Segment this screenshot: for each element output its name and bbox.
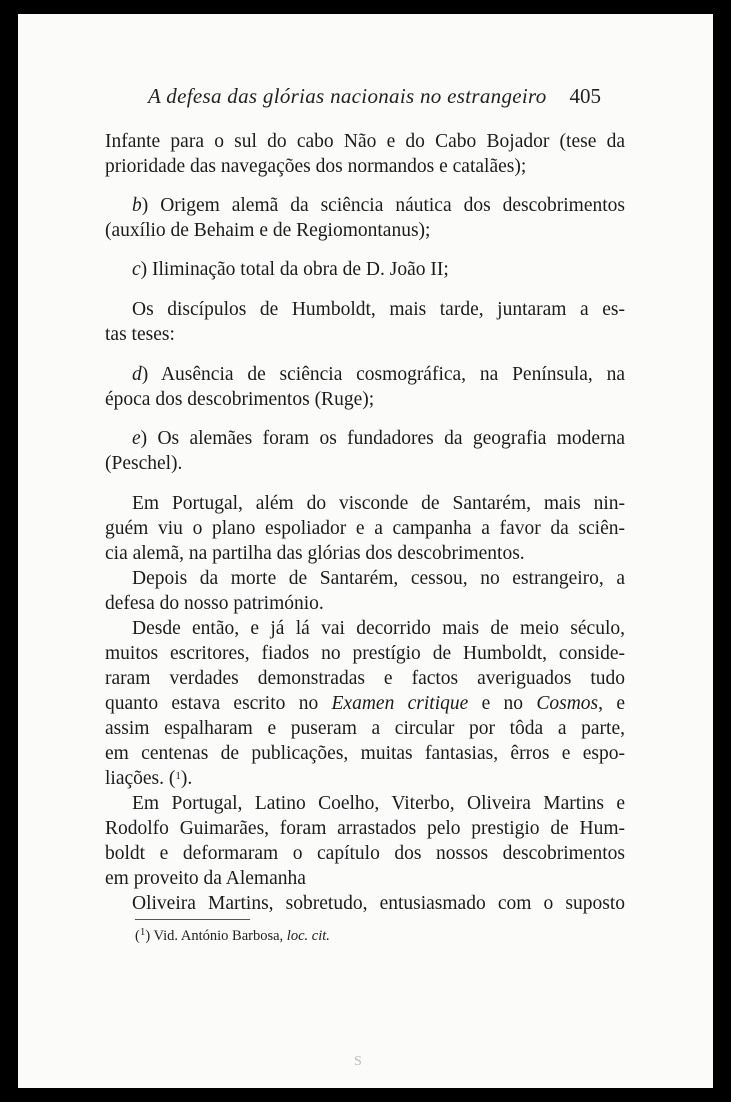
text-line: e) Os alemães foram os fundadores da geografia moderna	[132, 428, 625, 449]
text-line: em proveito da Alemanha	[105, 868, 306, 889]
text-line: Depois da morte de Santarém, cessou, no estrangeiro, a	[132, 568, 625, 589]
text-line: época dos descobrimentos (Ruge);	[105, 389, 375, 410]
running-header	[18, 84, 713, 114]
text-line: b) Origem alemã da sciência náutica dos descobrimentos	[132, 195, 625, 216]
text-line: raram verdades demonstradas e factos averiguados tudo	[105, 668, 625, 689]
footnote-rule	[135, 919, 250, 920]
text-line: boldt e deformaram o capítulo dos nossos descobrimentos	[105, 843, 625, 864]
text-line: c) Iliminação total da obra de D. João II;	[132, 259, 449, 280]
text-line: Oliveira Martins, sobretudo, entusiasmado com o suposto	[132, 893, 625, 914]
text-line: tas teses:	[105, 324, 175, 345]
text-line: Infante para o sul do cabo Não e do Cabo Bojador (tese da	[105, 131, 625, 152]
text-line: cia alemã, na partilha das glórias dos descobrimentos.	[105, 543, 525, 564]
text-line: d) Ausência de sciência cosmográfica, na Península, na	[132, 364, 625, 385]
book-page	[18, 14, 713, 1088]
text-line: assim espalharam e puseram a circular por tôda a parte,	[105, 718, 625, 739]
text-line: prioridade das navegações dos normandos e catalães);	[105, 156, 527, 177]
text-line: Em Portugal, Latino Coelho, Viterbo, Oliveira Martins e	[132, 793, 625, 814]
text-line: muitos escritores, fiados no prestígio de Humboldt, conside-	[105, 643, 625, 664]
text-line: em centenas de publicações, muitas fantasias, êrros e espo-	[105, 743, 625, 764]
scan-mark: S	[354, 1054, 362, 1069]
running-title: A defesa das glórias nacionais no estrangeiro	[148, 84, 547, 108]
page-number: 405	[569, 84, 601, 108]
text-line: quanto estava escrito no Examen critique e no Cosmos, e	[105, 693, 625, 714]
text-line: liações. ($^1$).	[105, 768, 193, 789]
text-line: Em Portugal, além do visconde de Santarém, mais nin-	[132, 493, 625, 514]
footnote: ($^1$) Vid. António Barbosa, loc. cit.	[135, 926, 330, 944]
text-line: Desde então, e já lá vai decorrido mais de meio século,	[132, 618, 625, 639]
text-line: Rodolfo Guimarães, foram arrastados pelo prestigio de Hum-	[105, 818, 625, 839]
text-line: guém viu o plano espoliador e a campanha a favor da sciên-	[105, 518, 625, 539]
text-line: defesa do nosso património.	[105, 593, 324, 614]
text-line: Os discípulos de Humboldt, mais tarde, juntaram a es-	[132, 299, 625, 320]
text-line: (Peschel).	[105, 453, 183, 474]
text-line: (auxílio de Behaim e de Regiomontanus);	[105, 220, 431, 241]
